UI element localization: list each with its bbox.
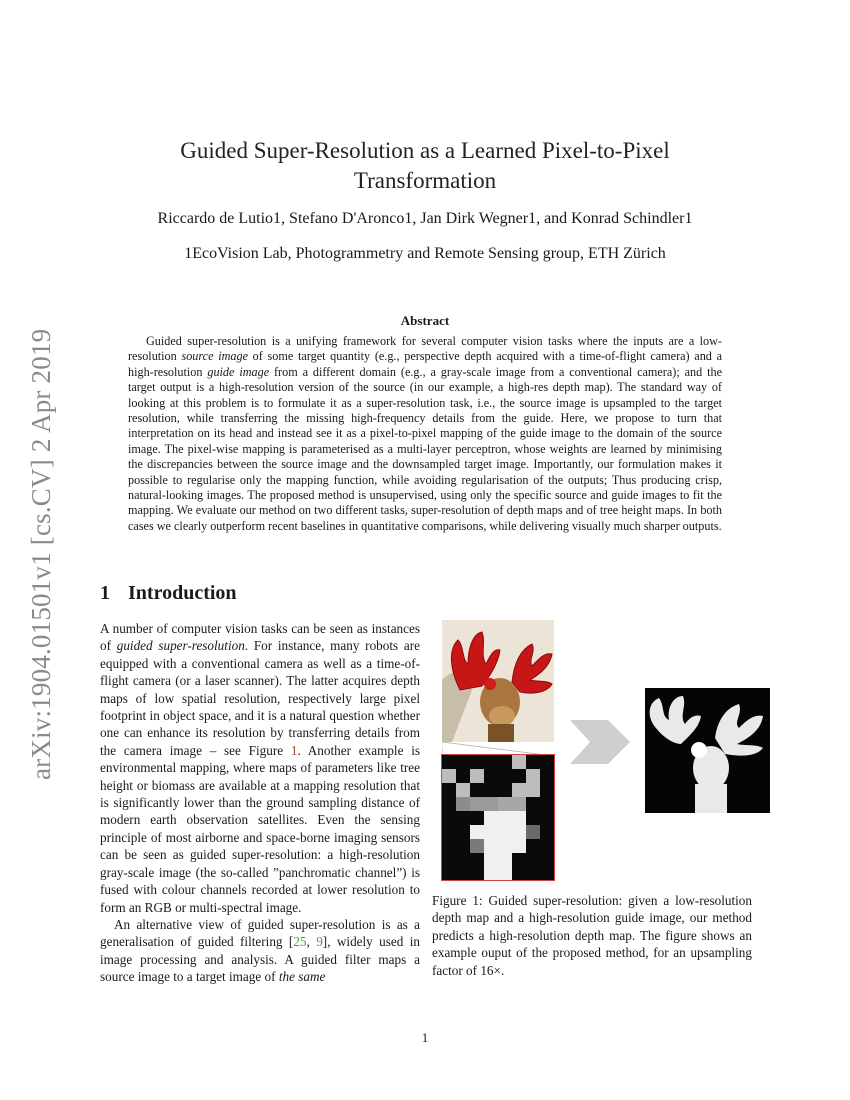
figure-caption: Figure 1: Guided super-resolution: given a low-resolution depth map and a high-resolution guide image, our method predicts a high-resolution depth map. The figure shows an example ouput of the proposed method, for an upsampling factor of 16×. xyxy=(432,893,752,978)
arrow-icon xyxy=(570,720,630,764)
intro-paragraph-2: An alternative view of guided super-resolution is as a generalisation of guided filtering [25, 9], widely used in image processing and analysis. A guided filter maps a source image to a target image of the same xyxy=(100,916,421,985)
figure-ref-link[interactable]: 1 xyxy=(290,742,298,758)
page-number: 1 xyxy=(421,1030,429,1045)
zoom-connector-lines xyxy=(442,742,554,756)
abstract-heading: Abstract xyxy=(400,313,450,328)
arxiv-stamp: arXiv:1904.01501v1 [cs.CV] 2 Apr 2019 xyxy=(26,328,56,780)
low-res-depth-map xyxy=(442,755,554,880)
abstract-body: Guided super-resolution is a unifying framework for several computer vision tasks where the inputs are a low-resolution source image of some target quantity (e.g., perspective depth acquired with a time-of-flight camera) and a high-resolution guide image from a different domain (e.g., a gray-scale image from a conventional camera); and the target output is a high-resolution version of the source (in our example, a high-res depth map). The standard way of looking at this problem is to formulate it as a super-resolution task, i.e., the source image is upsampled to the target resolution, while transferring the missing high-frequency details from the guide. Here, we propose to turn that interpretation on its head and instead see it as a pixel-to-pixel mapping of the guide image to the domain of the source image. The pixel-wise mapping is parameterised as a multi-layer perceptron, whose weights are learned by minimising the discrepancies between the source image and the downsampled target image. Importantly, our formulation makes it possible to regularise only the mapping function, while avoiding regularisation of the outputs; Thus producing crisp, natural-looking images. The proposed method is unsupervised, using only the specific source and guide images to fit the mapping. We evaluate our method on two different tasks, super-resolution of depth maps and of tree height maps. In both cases we clearly outperform recent baselines in quantitative comparisons, while delivering visually much sharper outputs. xyxy=(128,334,722,533)
author-list: Riccardo de Lutio1, Stefano D'Aronco1, Jan Dirk Wegner1, and Konrad Schindler1 xyxy=(157,210,693,227)
guide-image xyxy=(442,620,554,742)
affiliation: 1EcoVision Lab, Photogrammetry and Remote Sensing group, ETH Zürich xyxy=(184,245,666,262)
paper-title: Guided Super-Resolution as a Learned Pixel-to-Pixel Transformation xyxy=(180,138,670,193)
intro-paragraph-1: A number of computer vision tasks can be seen as instances of guided super-resolution. For instance, many robots are equipped with a conventional camera as well as a time-of-flight camera (or a laser scanner). The latter acquires depth maps of low spatial resolution, respectively large pixel footprint in object space, and it is a natural question whether one can enhance its resolution by transferring details from the camera image – see Figure 1. Another example is environmental mapping, where maps of parameters like tree height or biomass are available at a mapping resolution that is significantly lower than the ground sampling distance of modern earth observation satellites. Even the sensing principle of most airborne and space-borne imaging sensors can be seen as guided super-resolution: a high-resolution gray-scale image (the so-called ”panchromatic channel”) is fused with colour channels recorded at lower resolution to form an RGB or multi-spectral image. xyxy=(100,621,420,915)
citation-link[interactable]: 25 xyxy=(293,934,307,950)
section-heading-introduction xyxy=(100,582,237,605)
intro-text xyxy=(100,620,420,986)
citation-link[interactable]: 9 xyxy=(316,934,323,950)
section-title: Introduction xyxy=(128,582,237,604)
section-number: 1 xyxy=(100,582,110,604)
high-res-depth-map xyxy=(645,688,770,813)
figure-1 xyxy=(430,610,770,900)
